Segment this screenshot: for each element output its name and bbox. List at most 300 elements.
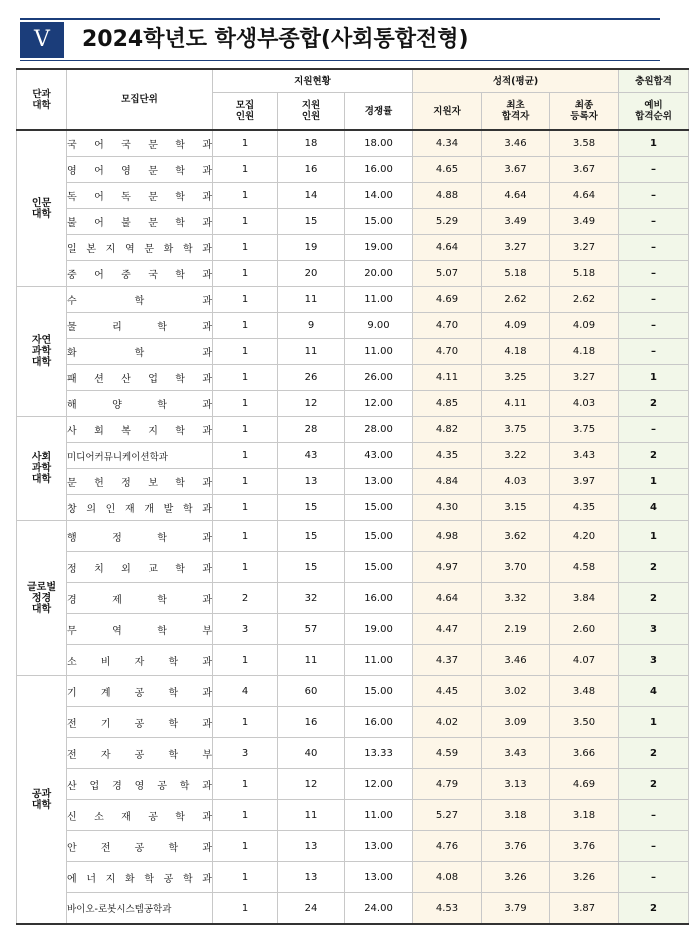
major-cell [67, 365, 213, 391]
waitlist-cell: – [619, 287, 689, 313]
major-cell [67, 183, 213, 209]
final-reg-grade-cell: 4.03 [550, 391, 619, 417]
final-reg-grade-cell: 3.75 [550, 417, 619, 443]
first-pass-grade-cell: 2.62 [482, 287, 550, 313]
applicant-grade-cell: 4.11 [413, 365, 482, 391]
ratio-cell: 20.00 [345, 261, 413, 287]
header-top-rule [20, 18, 660, 20]
waitlist-cell: 1 [619, 707, 689, 738]
applicant-grade-cell: 4.30 [413, 495, 482, 521]
waitlist-cell: 4 [619, 676, 689, 707]
waitlist-cell: 3 [619, 614, 689, 645]
table-row [17, 645, 689, 676]
ratio-cell: 26.00 [345, 365, 413, 391]
major-label: 산 업 경 영 공 학 과 [67, 780, 212, 792]
major-label: 물 리 학 과 [67, 322, 212, 333]
applicant-grade-cell: 5.27 [413, 800, 482, 831]
major-cell [67, 800, 213, 831]
major-cell [67, 521, 213, 552]
major-label: 수 학 과 [67, 296, 212, 307]
major-label: 사 회 복 지 학 과 [67, 426, 212, 437]
table-row [17, 313, 689, 339]
ratio-cell: 19.00 [345, 235, 413, 261]
quota-cell: 1 [213, 769, 278, 800]
applicants-cell: 11 [278, 645, 345, 676]
waitlist-cell: 2 [619, 583, 689, 614]
col-header-waitlist: 예비 합격순위 [619, 93, 689, 131]
first-pass-grade-cell: 4.64 [482, 183, 550, 209]
major-cell [67, 676, 213, 707]
quota-cell: 1 [213, 157, 278, 183]
table-row [17, 831, 689, 862]
applicant-grade-cell: 4.82 [413, 417, 482, 443]
quota-cell: 1 [213, 417, 278, 443]
table-row [17, 614, 689, 645]
table-row [17, 552, 689, 583]
major-cell [67, 157, 213, 183]
ratio-cell: 12.00 [345, 391, 413, 417]
applicant-grade-cell: 4.65 [413, 157, 482, 183]
col-header-applicants: 지원 인원 [278, 93, 345, 131]
waitlist-cell: – [619, 183, 689, 209]
major-label: 창 의 인 재 개 발 학 과 [67, 504, 212, 515]
waitlist-cell: 2 [619, 552, 689, 583]
waitlist-cell: – [619, 417, 689, 443]
first-pass-grade-cell: 4.11 [482, 391, 550, 417]
major-label: 안 전 공 학 과 [67, 842, 212, 854]
final-reg-grade-cell: 3.27 [550, 365, 619, 391]
col-header-college: 단과 대학 [17, 69, 67, 130]
first-pass-grade-cell: 3.09 [482, 707, 550, 738]
college-cell: 자연 과학 대학 [17, 287, 67, 417]
first-pass-grade-cell: 3.27 [482, 235, 550, 261]
header-bottom-rule [20, 60, 660, 61]
first-pass-grade-cell: 4.09 [482, 313, 550, 339]
major-label: 전 자 공 학 부 [67, 749, 212, 761]
ratio-cell: 15.00 [345, 521, 413, 552]
major-label: 바이오-로봇시스템공학과 [67, 904, 172, 915]
ratio-cell: 11.00 [345, 800, 413, 831]
first-pass-grade-cell: 3.76 [482, 831, 550, 862]
major-label: 국 어 국 문 학 과 [67, 140, 212, 151]
major-cell [67, 862, 213, 893]
major-label: 무 역 학 부 [67, 625, 212, 637]
applicant-grade-cell: 4.37 [413, 645, 482, 676]
first-pass-grade-cell: 3.75 [482, 417, 550, 443]
final-reg-grade-cell: 4.69 [550, 769, 619, 800]
quota-cell: 1 [213, 391, 278, 417]
table-row [17, 469, 689, 495]
waitlist-cell: 2 [619, 443, 689, 469]
applicants-cell: 32 [278, 583, 345, 614]
major-cell [67, 261, 213, 287]
first-pass-grade-cell: 2.19 [482, 614, 550, 645]
applicants-cell: 11 [278, 800, 345, 831]
table-row [17, 157, 689, 183]
table-row [17, 862, 689, 893]
ratio-cell: 15.00 [345, 676, 413, 707]
final-reg-grade-cell: 4.64 [550, 183, 619, 209]
applicant-grade-cell: 4.45 [413, 676, 482, 707]
final-reg-grade-cell: 4.07 [550, 645, 619, 676]
applicants-cell: 19 [278, 235, 345, 261]
table-row [17, 365, 689, 391]
admission-results-table [16, 68, 689, 925]
final-reg-grade-cell: 4.58 [550, 552, 619, 583]
waitlist-cell: 2 [619, 893, 689, 925]
table-row [17, 183, 689, 209]
college-cell: 사회 과학 대학 [17, 417, 67, 521]
applicants-cell: 13 [278, 862, 345, 893]
ratio-cell: 13.33 [345, 738, 413, 769]
major-cell [67, 209, 213, 235]
applicant-grade-cell: 4.70 [413, 339, 482, 365]
col-header-major: 모집단위 [67, 69, 213, 130]
major-label: 중 어 중 국 학 과 [67, 270, 212, 281]
table-row [17, 893, 689, 925]
table-row [17, 495, 689, 521]
applicant-grade-cell: 4.97 [413, 552, 482, 583]
applicants-cell: 28 [278, 417, 345, 443]
table-row [17, 707, 689, 738]
applicants-cell: 12 [278, 769, 345, 800]
ratio-cell: 16.00 [345, 157, 413, 183]
waitlist-cell: 1 [619, 365, 689, 391]
waitlist-cell: – [619, 235, 689, 261]
applicants-cell: 57 [278, 614, 345, 645]
applicant-grade-cell: 4.02 [413, 707, 482, 738]
major-label: 미디어커뮤니케이션학과 [67, 451, 168, 463]
section-number-badge: V [20, 22, 64, 58]
major-label: 영 어 영 문 학 과 [67, 166, 212, 177]
quota-cell: 1 [213, 521, 278, 552]
table-row [17, 583, 689, 614]
ratio-cell: 13.00 [345, 831, 413, 862]
ratio-cell: 11.00 [345, 287, 413, 313]
applicants-cell: 12 [278, 391, 345, 417]
ratio-cell: 12.00 [345, 769, 413, 800]
major-label: 해 양 학 과 [67, 400, 212, 411]
first-pass-grade-cell: 3.43 [482, 738, 550, 769]
first-pass-grade-cell: 3.70 [482, 552, 550, 583]
major-cell [67, 707, 213, 738]
ratio-cell: 11.00 [345, 645, 413, 676]
applicants-cell: 43 [278, 443, 345, 469]
final-reg-grade-cell: 3.48 [550, 676, 619, 707]
major-label: 문 헌 정 보 학 과 [67, 478, 212, 489]
applicant-grade-cell: 4.84 [413, 469, 482, 495]
ratio-cell: 15.00 [345, 495, 413, 521]
table-row [17, 339, 689, 365]
final-reg-grade-cell: 4.35 [550, 495, 619, 521]
waitlist-cell: 2 [619, 738, 689, 769]
quota-cell: 1 [213, 313, 278, 339]
col-header-first-pass: 최초 합격자 [482, 93, 550, 131]
waitlist-cell: – [619, 313, 689, 339]
applicant-grade-cell: 4.76 [413, 831, 482, 862]
ratio-cell: 9.00 [345, 313, 413, 339]
major-cell [67, 552, 213, 583]
first-pass-grade-cell: 4.18 [482, 339, 550, 365]
major-cell [67, 235, 213, 261]
major-cell [67, 614, 213, 645]
waitlist-cell: 1 [619, 130, 689, 157]
quota-cell: 1 [213, 645, 278, 676]
major-label: 불 어 불 문 학 과 [67, 218, 212, 229]
waitlist-cell: – [619, 157, 689, 183]
major-label: 전 기 공 학 과 [67, 718, 212, 730]
applicants-cell: 9 [278, 313, 345, 339]
major-label: 에 너 지 화 학 공 학 과 [67, 873, 212, 885]
applicants-cell: 40 [278, 738, 345, 769]
applicants-cell: 60 [278, 676, 345, 707]
applicants-cell: 11 [278, 287, 345, 313]
applicant-grade-cell: 5.07 [413, 261, 482, 287]
applicant-grade-cell: 4.85 [413, 391, 482, 417]
waitlist-cell: 2 [619, 391, 689, 417]
first-pass-grade-cell: 3.25 [482, 365, 550, 391]
applicant-grade-cell: 4.59 [413, 738, 482, 769]
ratio-cell: 13.00 [345, 469, 413, 495]
final-reg-grade-cell: 3.58 [550, 130, 619, 157]
applicants-cell: 24 [278, 893, 345, 925]
waitlist-cell: – [619, 339, 689, 365]
applicant-grade-cell: 4.79 [413, 769, 482, 800]
major-cell [67, 313, 213, 339]
ratio-cell: 13.00 [345, 862, 413, 893]
major-label: 독 어 독 문 학 과 [67, 192, 212, 203]
major-label: 패 션 산 업 학 과 [67, 374, 212, 385]
major-label: 정 치 외 교 학 과 [67, 563, 212, 575]
waitlist-cell: – [619, 800, 689, 831]
quota-cell: 1 [213, 495, 278, 521]
major-label: 기 계 공 학 과 [67, 687, 212, 699]
applicants-cell: 11 [278, 339, 345, 365]
page-header [20, 18, 660, 62]
applicant-grade-cell: 4.64 [413, 235, 482, 261]
final-reg-grade-cell: 3.97 [550, 469, 619, 495]
quota-cell: 1 [213, 800, 278, 831]
first-pass-grade-cell: 5.18 [482, 261, 550, 287]
page-title: 2024학년도 학생부종합(사회통합전형) [82, 27, 469, 52]
quota-cell: 4 [213, 676, 278, 707]
waitlist-cell: – [619, 209, 689, 235]
first-pass-grade-cell: 3.22 [482, 443, 550, 469]
major-label: 일 본 지 역 문 화 학 과 [67, 244, 212, 255]
quota-cell: 1 [213, 235, 278, 261]
waitlist-cell: – [619, 831, 689, 862]
final-reg-grade-cell: 3.66 [550, 738, 619, 769]
final-reg-grade-cell: 5.18 [550, 261, 619, 287]
ratio-cell: 15.00 [345, 552, 413, 583]
waitlist-cell: 1 [619, 469, 689, 495]
waitlist-cell: 2 [619, 769, 689, 800]
final-reg-grade-cell: 3.87 [550, 893, 619, 925]
quota-cell: 3 [213, 738, 278, 769]
applicants-cell: 15 [278, 209, 345, 235]
major-cell [67, 495, 213, 521]
col-header-grades: 성적(평균) [413, 69, 619, 93]
waitlist-cell: 1 [619, 521, 689, 552]
quota-cell: 1 [213, 862, 278, 893]
college-cell: 공과 대학 [17, 676, 67, 925]
col-header-ratio: 경쟁률 [345, 93, 413, 131]
quota-cell: 1 [213, 893, 278, 925]
final-reg-grade-cell: 4.18 [550, 339, 619, 365]
final-reg-grade-cell: 4.20 [550, 521, 619, 552]
applicants-cell: 16 [278, 157, 345, 183]
applicants-cell: 15 [278, 495, 345, 521]
first-pass-grade-cell: 3.62 [482, 521, 550, 552]
major-cell [67, 469, 213, 495]
first-pass-grade-cell: 3.26 [482, 862, 550, 893]
applicants-cell: 14 [278, 183, 345, 209]
major-cell [67, 417, 213, 443]
quota-cell: 1 [213, 469, 278, 495]
table-body [17, 130, 689, 924]
table-row [17, 287, 689, 313]
applicant-grade-cell: 4.34 [413, 130, 482, 157]
col-header-applicant-grade: 지원자 [413, 93, 482, 131]
major-cell [67, 769, 213, 800]
final-reg-grade-cell: 2.62 [550, 287, 619, 313]
table-row [17, 209, 689, 235]
applicant-grade-cell: 4.70 [413, 313, 482, 339]
col-header-extra: 충원합격 [619, 69, 689, 93]
major-label: 신 소 재 공 학 과 [67, 811, 212, 823]
col-header-quota: 모집 인원 [213, 93, 278, 131]
ratio-cell: 16.00 [345, 583, 413, 614]
applicant-grade-cell: 4.47 [413, 614, 482, 645]
final-reg-grade-cell: 3.50 [550, 707, 619, 738]
quota-cell: 3 [213, 614, 278, 645]
quota-cell: 1 [213, 130, 278, 157]
major-cell [67, 583, 213, 614]
applicants-cell: 15 [278, 521, 345, 552]
major-cell [67, 287, 213, 313]
applicants-cell: 15 [278, 552, 345, 583]
waitlist-cell: – [619, 862, 689, 893]
first-pass-grade-cell: 3.46 [482, 645, 550, 676]
final-reg-grade-cell: 3.27 [550, 235, 619, 261]
final-reg-grade-cell: 3.76 [550, 831, 619, 862]
final-reg-grade-cell: 3.26 [550, 862, 619, 893]
final-reg-grade-cell: 3.84 [550, 583, 619, 614]
major-cell [67, 130, 213, 157]
applicants-cell: 26 [278, 365, 345, 391]
first-pass-grade-cell: 3.15 [482, 495, 550, 521]
major-cell [67, 645, 213, 676]
quota-cell: 1 [213, 209, 278, 235]
col-header-final-reg: 최종 등록자 [550, 93, 619, 131]
applicant-grade-cell: 4.53 [413, 893, 482, 925]
ratio-cell: 14.00 [345, 183, 413, 209]
table-row [17, 391, 689, 417]
ratio-cell: 18.00 [345, 130, 413, 157]
final-reg-grade-cell: 3.18 [550, 800, 619, 831]
table-row [17, 676, 689, 707]
first-pass-grade-cell: 3.79 [482, 893, 550, 925]
waitlist-cell: 4 [619, 495, 689, 521]
quota-cell: 1 [213, 183, 278, 209]
major-label: 소 비 자 학 과 [67, 656, 212, 668]
college-cell: 인문 대학 [17, 130, 67, 287]
first-pass-grade-cell: 3.46 [482, 130, 550, 157]
first-pass-grade-cell: 3.13 [482, 769, 550, 800]
applicant-grade-cell: 4.08 [413, 862, 482, 893]
applicants-cell: 18 [278, 130, 345, 157]
first-pass-grade-cell: 4.03 [482, 469, 550, 495]
ratio-cell: 19.00 [345, 614, 413, 645]
table-row [17, 769, 689, 800]
final-reg-grade-cell: 2.60 [550, 614, 619, 645]
major-cell [67, 443, 213, 469]
waitlist-cell: 3 [619, 645, 689, 676]
ratio-cell: 24.00 [345, 893, 413, 925]
applicant-grade-cell: 4.88 [413, 183, 482, 209]
major-cell [67, 339, 213, 365]
quota-cell: 1 [213, 261, 278, 287]
major-label: 화 학 과 [67, 348, 212, 359]
applicant-grade-cell: 4.69 [413, 287, 482, 313]
quota-cell: 1 [213, 287, 278, 313]
applicant-grade-cell: 4.35 [413, 443, 482, 469]
applicants-cell: 13 [278, 831, 345, 862]
ratio-cell: 11.00 [345, 339, 413, 365]
final-reg-grade-cell: 3.49 [550, 209, 619, 235]
waitlist-cell: – [619, 261, 689, 287]
first-pass-grade-cell: 3.32 [482, 583, 550, 614]
applicants-cell: 16 [278, 707, 345, 738]
table-row [17, 800, 689, 831]
ratio-cell: 28.00 [345, 417, 413, 443]
ratio-cell: 16.00 [345, 707, 413, 738]
table-row [17, 261, 689, 287]
table-row [17, 235, 689, 261]
table-row [17, 443, 689, 469]
table-row [17, 738, 689, 769]
quota-cell: 2 [213, 583, 278, 614]
first-pass-grade-cell: 3.02 [482, 676, 550, 707]
quota-cell: 1 [213, 365, 278, 391]
quota-cell: 1 [213, 339, 278, 365]
ratio-cell: 15.00 [345, 209, 413, 235]
final-reg-grade-cell: 4.09 [550, 313, 619, 339]
major-label: 행 정 학 과 [67, 532, 212, 544]
quota-cell: 1 [213, 707, 278, 738]
first-pass-grade-cell: 3.67 [482, 157, 550, 183]
applicant-grade-cell: 4.64 [413, 583, 482, 614]
major-cell [67, 831, 213, 862]
applicant-grade-cell: 4.98 [413, 521, 482, 552]
college-cell: 글로벌 정경 대학 [17, 521, 67, 676]
col-header-application: 지원현황 [213, 69, 413, 93]
first-pass-grade-cell: 3.18 [482, 800, 550, 831]
major-cell [67, 391, 213, 417]
table-row [17, 417, 689, 443]
table-row [17, 521, 689, 552]
first-pass-grade-cell: 3.49 [482, 209, 550, 235]
final-reg-grade-cell: 3.43 [550, 443, 619, 469]
applicant-grade-cell: 5.29 [413, 209, 482, 235]
table-row [17, 130, 689, 157]
quota-cell: 1 [213, 831, 278, 862]
final-reg-grade-cell: 3.67 [550, 157, 619, 183]
applicants-cell: 13 [278, 469, 345, 495]
major-cell [67, 738, 213, 769]
ratio-cell: 43.00 [345, 443, 413, 469]
applicants-cell: 20 [278, 261, 345, 287]
